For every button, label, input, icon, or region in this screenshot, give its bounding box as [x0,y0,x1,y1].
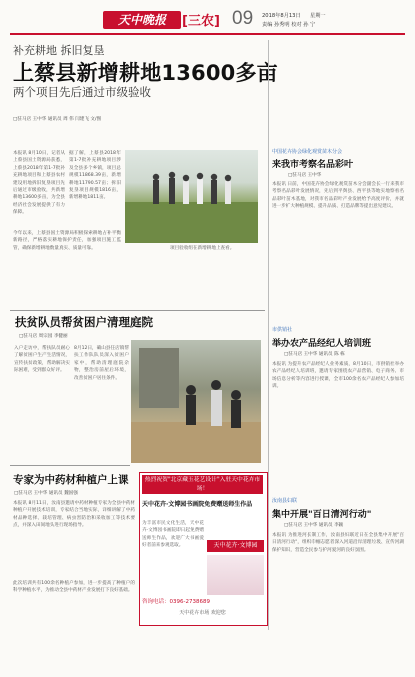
lead-subhead: 两个项目先后通过市级验收 [13,85,151,99]
mid-byline: □驻马店 周宗园 李健丽 [19,334,68,339]
left-bottom-body: 本报讯 8月11日，汝南县邀请中药材种植专家为全县中药材种植户开展技术培训，专家结合当地实际，详细讲解了中药材品种选择、栽培管理、病虫害防治和采收加工等技术要点，并深入田间地头进行现场指导。 [13,501,135,529]
right-story2-body: 本报讯 为提升农产品经纪人业务素质，8月10日，市供销社举办农产品经纪人培训班，邀请专家围绕农产品营销、电子商务、市场信息分析等内容进行授课，全市100余名农产品经纪人参加培训。 [272,362,404,390]
lead-photo-image [125,150,258,243]
masthead-logo: 天中晚报 [103,11,181,29]
mid-divider [10,310,265,311]
ad-phone-label: 咨询电话： [142,599,170,605]
ad-flower-graphic [207,555,264,595]
mid-photo [131,340,261,463]
lead-body-col3: 今年以来，上蔡县国土资源局积极探索耕地占补平衡新路径，严格落实耕地保护责任，加强项目施工监管，确保新增耕地数量真实、质量可靠。 [13,231,121,251]
mid-body-2: 入户走访中，帮扶队员耐心了解贫困户生产生活情况，宣传扶贫政策，帮助解决实际困难，受到群众好评。 [14,346,70,374]
ad-phone-number: 0396-2738689 [169,599,210,605]
lead-body-col1: 本报讯 8月10日，记者从上蔡县国土资源局获悉，上蔡县2018年第1-7批补充耕地项目和上蔡县农村建设用地拆旧复垦项目先后通过市级验收，共新增耕地13600多亩，为全县经济社会发展提供了有力保障。 [13,151,65,216]
right-story1-body: 本报讯 日前，中国花卉协会绿化观赏苗木分会副会长一行来我市考察名品彩叶发展情况，先后到平舆县、西平县等地实地察看名品彩叶苗木基地，对我市名品彩叶产业发展给予高度评价，并就进一步扩大种植规模、提升品质、打造品牌等提出意见建议。 [272,182,404,210]
ad-subheadline: 天中花卉·文博园书画院免费赠送师生作品 [142,501,253,508]
right-story1-headline: 来我市考察名品彩叶 [272,160,354,170]
issue-editors: 责编 孙秀明 校对 孙 宁 [262,22,316,28]
lead-body-col2: 据了解，上蔡县2018年第1-7批补充耕地项目涉及全县多个乡镇，项目总规模11868.39亩，新增耕地11790.57亩；拆旧复垦项目规模1816亩，新增耕地1811亩。 [69,151,121,201]
ad-footer: 天中花卉市场 欢迎您 [179,610,226,616]
lead-headline: 上蔡县新增耕地13600多亩 [13,61,278,85]
left-bottom-body-2: 此次培训共有100余名种植户参加，进一步提高了种植户的科学种植水平，为推动全县中药材产业发展打下良好基础。 [13,581,135,594]
lead-kicker: 补充耕地 拆旧复垦 [13,44,105,57]
right-story2-byline: □驻马店 王中华 通讯员 陈 栋 [284,352,345,357]
issue-weekday: 星期一 [310,13,326,19]
right-story2-headline: 举办农产品经纪人培训班 [272,339,372,349]
left-bottom-byline: □驻马店 王中华 通讯员 魏国强 [14,491,78,496]
mid-headline: 扶贫队员帮贫困户清理庭院 [15,315,153,329]
issue-date: 2018年8月13日 [262,13,301,19]
right-story2-label: 市供销社 [272,327,293,333]
right-col-divider [268,40,269,630]
left-bottom-divider [10,465,130,466]
ad-title: 热烈祝贺"北京藏玉花艺设计"入驻天中花卉市场！ [142,475,263,494]
right-story3-headline: 集中开展"百日清河行动" [272,510,372,520]
section-name: [三农] [182,14,220,29]
page-number: 09 [232,8,254,29]
left-bottom-headline: 专家为中药材种植户上课 [13,474,129,486]
right-story3-byline: □驻马店 王中华 通讯员 李颖 [284,523,344,528]
lead-photo [125,150,258,243]
header-rule [10,33,405,35]
ad-body: 为丰富市民文化生活，天中花卉·文博园书画院即日起免费赠送师生作品，欢迎广大书画爱好者前来参观选取。 [142,521,204,549]
mid-photo-image [131,340,261,463]
ad-banner: 天中花卉·文博园 [207,540,264,552]
right-story3-label: 汝南县妇联 [272,498,298,504]
right-story3-body: 本报讯 为推进河长制工作，汝南县妇联近日在全县集中开展"百日清河行动"，组织巾帼志愿者深入河道沿岸清理垃圾、宣传河湖保护知识，营造全民参与护河爱河的良好氛围。 [272,533,404,553]
mid-body: 8月12日，确山县任店镇帮扶工作队队员深入贫困户家中，帮助清理庭院杂物，整治房前屋后环境，改善贫困户居住条件。 [74,346,129,381]
ad-phone[interactable] [142,597,263,605]
lead-photo-caption: 项目验收组在新增耕地上查看。 [170,246,235,251]
right-story1-label: 中国花卉协会绿化观赏苗木分会 [272,149,343,155]
lead-byline: □驻马店 王中华 通讯员 周 伟 闫建飞 文/图 [13,117,102,122]
right-story1-byline: □驻马店 王中华 [288,173,322,178]
